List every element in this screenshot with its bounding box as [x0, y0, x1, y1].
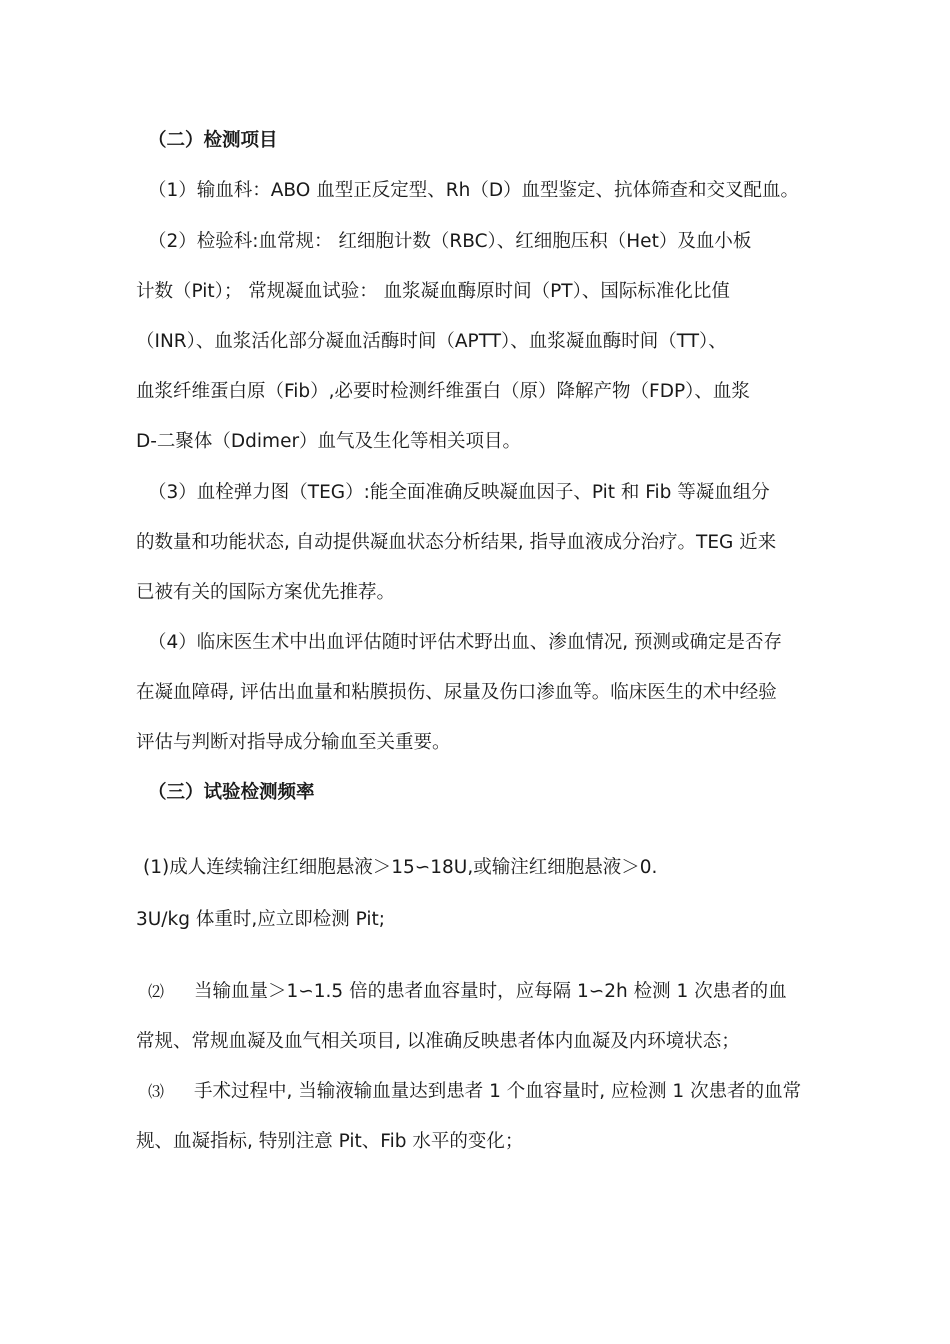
item-3-line-1: （3）血栓弹力图（TEG）:能全面准确反映凝血因子、Pit 和 Fib 等凝血组分: [148, 482, 770, 503]
section-heading-testing-items: （二）检测项目: [148, 130, 278, 151]
frequency-item-3-line-1: [148, 1080, 838, 1104]
item-3-line-3: 已被有关的国际方案优先推荐。: [136, 582, 396, 603]
item-2-line-4: 血浆纤维蛋白原（Fib）,必要时检测纤维蛋白（原）降解产物（FDP）、血浆: [136, 381, 750, 402]
section-heading-test-frequency: （三）试验检测频率: [148, 782, 315, 803]
item-2-line-2: 计数（Pit）； 常规凝血试验： 血浆凝血酶原时间（PT）、国际标准化比值: [136, 281, 730, 302]
item-3-line-2: 的数量和功能状态, 自动提供凝血状态分析结果, 指导血液成分治疗。TEG 近来: [136, 532, 777, 553]
item-4-line-2: 在凝血障碍, 评估出血量和粘膜损伤、尿量及伤口渗血等。临床医生的术中经验: [136, 682, 777, 703]
item-2-line-1: （2）检验科:血常规： 红细胞计数（RBC）、红细胞压积（Het）及血小板: [148, 231, 752, 252]
item-1-blood-transfusion: （1）输血科：ABO 血型正反定型、Rh（D）血型鉴定、抗体筛查和交叉配血。: [148, 180, 800, 201]
item-2-line-5: D-二聚体（Ddimer）血气及生化等相关项目。: [136, 431, 522, 452]
frequency-item-2-line-1: [148, 980, 838, 1004]
frequency-item-3-text: 手术过程中, 当输液输血量达到患者 1 个血容量时, 应检测 1 次患者的血常: [194, 1081, 802, 1102]
frequency-item-3-number: ⑶: [148, 1082, 165, 1101]
item-4-line-3: 评估与判断对指导成分输血至关重要。: [136, 732, 451, 753]
frequency-item-1-line-2: 3U/kg 体重时,应立即检测 Pit;: [136, 909, 386, 930]
frequency-item-3-line-2: 规、血凝指标, 特别注意 Pit、Fib 水平的变化；: [136, 1131, 524, 1152]
frequency-item-2-number: ⑵: [148, 982, 165, 1001]
frequency-item-2-line-2: 常规、常规血凝及血气相关项目, 以准确反映患者体内血凝及内环境状态；: [136, 1031, 740, 1052]
item-2-line-3: （INR）、血浆活化部分凝血活酶时间（APTT）、血浆凝血酶时间（TT）、: [136, 331, 727, 352]
item-4-line-1: （4）临床医生术中出血评估随时评估术野出血、渗血情况, 预测或确定是否存: [148, 632, 783, 653]
frequency-item-2-text: 当输血量＞1∽1.5 倍的患者血容量时，应每隔 1∽2h 检测 1 次患者的血: [194, 981, 787, 1002]
frequency-item-1-line-1: (1)成人连续输注红细胞悬液＞15∽18U,或输注红细胞悬液＞0.: [143, 857, 658, 878]
